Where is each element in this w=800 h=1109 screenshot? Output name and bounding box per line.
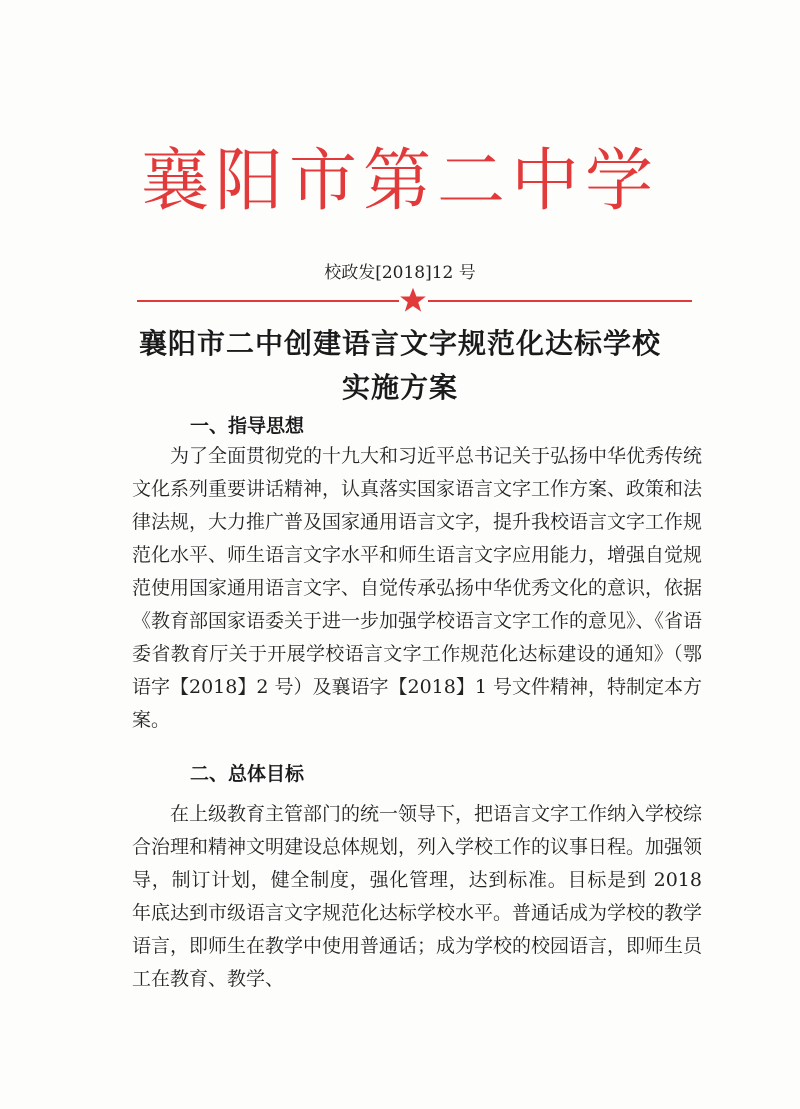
- document-title-line-1: 襄阳市二中创建语言文字规范化达标学校: [138, 327, 661, 360]
- star-icon: [399, 286, 427, 314]
- section-heading-2: 二、总体目标: [190, 763, 305, 785]
- section-paragraph-1: 为了全面贯彻党的十九大和习近平总书记关于弘扬中华优秀传统文化系列重要讲话精神，认真落实国家语言文字工作方案、政策和法律法规，大力推广普及国家通用语言文字，提升我校语言文字工作规范化水平、师生语言文字水平和师生语言文字应用能力，增强自觉规范使用国家通用语言文字、自觉传承弘扬中华优秀文化的意识，依据《教育部国家语委关于进一步加强学校语言文字工作的意见》、《省语委省教育厅关于开展学校语言文字工作规范化达标建设的通知》（鄂语字【2018】2 号）及襄语字【2018】1 号文件精神，特制定本方案。: [132, 445, 703, 731]
- document-number: 校政发[2018]12 号: [324, 263, 476, 283]
- section-paragraph-2: 在上级教育主管部门的统一领导下，把语言文字工作纳入学校综合治理和精神文明建设总体规划，列入学校工作的议事日程。加强领导，制订计划，健全制度，强化管理，达到标准。目标是到 2018 年底达到市级语言文字规范化达标学校水平。普通话成为学校的教学语言，即师生在教学中使用普通话；成为学校的校园语言，即师生员工在教育、教学、: [132, 803, 703, 990]
- red-rule-right: [428, 300, 692, 302]
- red-rule-left: [137, 300, 399, 302]
- issuer-header: 襄阳市第二中学: [140, 142, 659, 221]
- section-heading-1: 一、指导思想: [190, 415, 305, 437]
- document-title-line-2: 实施方案: [341, 371, 458, 404]
